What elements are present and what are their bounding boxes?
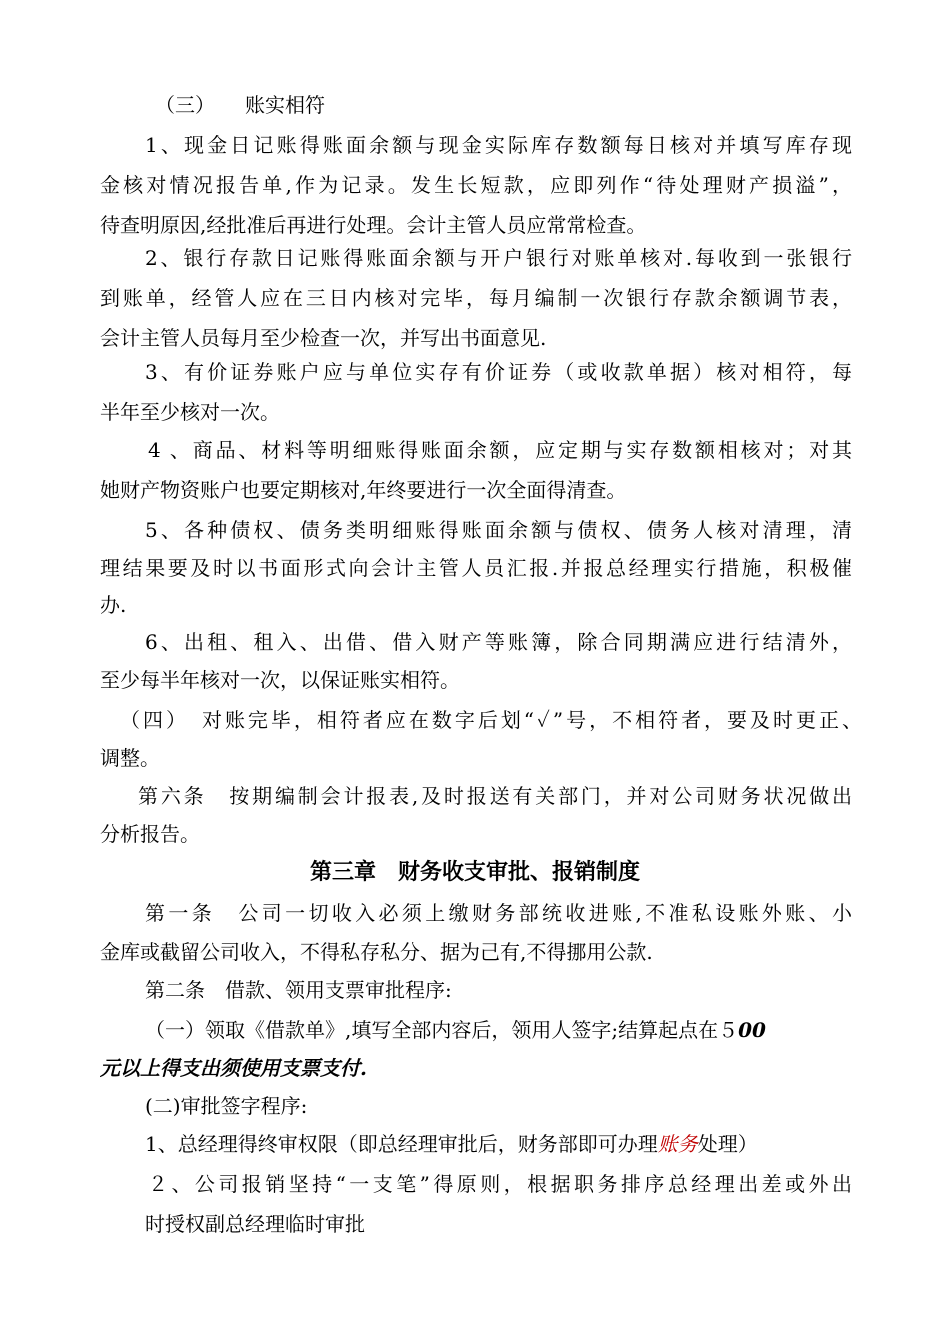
paragraph-line: 半年至少核对一次。: [100, 400, 280, 424]
paragraph-line: 2、银行存款日记账得账面余额与开户银行对账单核对.每收到一张银行: [145, 246, 852, 270]
paragraph-line: 会计主管人员每月至少检查一次，并写出书面意见.: [100, 326, 547, 350]
paragraph-line: [145, 1010, 852, 1050]
approval-subheading: (二)审批签字程序:: [145, 1094, 308, 1118]
highlighted-word: 账务: [657, 1132, 698, 1156]
paragraph-line: [145, 1124, 897, 1164]
paragraph-line: 时授权副总经理临时审批: [145, 1212, 365, 1236]
paragraph-line: 1、现金日记账得账面余额与现金实际库存数额每日核对并填写库存现: [145, 133, 852, 157]
paragraph-line: 6、出租、租入、出借、借入财产等账簿，除合同期满应进行结清外，: [145, 630, 852, 654]
paragraph-line: 分析报告。: [100, 822, 200, 846]
paragraph-line: 待查明原因,经批准后再进行处理。会计主管人员应常常检查。: [100, 213, 647, 237]
paragraph-line: 办.: [100, 593, 127, 617]
paragraph-text: 处理）: [697, 1132, 758, 1156]
paragraph-line: 至少每半年核对一次，以保证账实相符。: [100, 668, 460, 692]
paragraph-line: 3、有价证券账户应与单位实存有价证券（或收款单据）核对相符，每: [145, 360, 852, 384]
paragraph-line: ２、公司报销坚持“一支笔”得原则，根据职务排序总经理出差或外出: [148, 1172, 852, 1196]
paragraph-line: 5、各种债权、债务类明细账得账面余额与债权、债务人核对清理，清: [145, 518, 852, 542]
article-6-line: 第六条 按期编制会计报表,及时报送有关部门，并对公司财务状况做出: [138, 784, 852, 808]
paragraph-line: （四） 对账完毕，相符者应在数字后划“✓”号，不相符者，要及时更正、: [120, 708, 862, 732]
emphasized-requirement: 元以上得支出须使用支票支付.: [100, 1056, 367, 1080]
section-3-heading: （三） 账实相符: [155, 93, 325, 117]
paragraph-text: （一）领取《借款单》,填写全部内容后，领用人签字;结算起点在５: [145, 1018, 739, 1042]
chapter-heading: 第三章 财务收支审批、报销制度: [309, 860, 640, 885]
article-1-line: 第一条 公司一切收入必须上缴财务部统收进账,不准私设账外账、小: [145, 901, 852, 925]
paragraph-line: 理结果要及时以书面形式向会计主管人员汇报.并报总经理实行措施，积极催: [100, 556, 852, 580]
paragraph-line: 她财产物资账户也要定期核对,年终要进行一次全面得清查。: [100, 478, 627, 502]
paragraph-text: 1、总经理得终审权限（即总经理审批后，财务部即可办理: [145, 1132, 658, 1156]
paragraph-line: 金库或截留公司收入，不得私存私分、据为己有,不得挪用公款.: [100, 940, 653, 964]
paragraph-line: 到账单，经管人应在三日内核对完毕，每月编制一次银行存款余额调节表，: [100, 286, 852, 310]
emphasized-amount: 00: [738, 1018, 766, 1042]
paragraph-line: 金核对情况报告单,作为记录。发生长短款，应即列作“待处理财产损溢”，: [100, 173, 852, 197]
paragraph-line: 4 、商品、材料等明细账得账面余额，应定期与实存数额相核对；对其: [148, 438, 852, 462]
paragraph-line: 调整。: [100, 746, 160, 770]
article-2-line: 第二条 借款、领用支票审批程序:: [145, 978, 452, 1002]
